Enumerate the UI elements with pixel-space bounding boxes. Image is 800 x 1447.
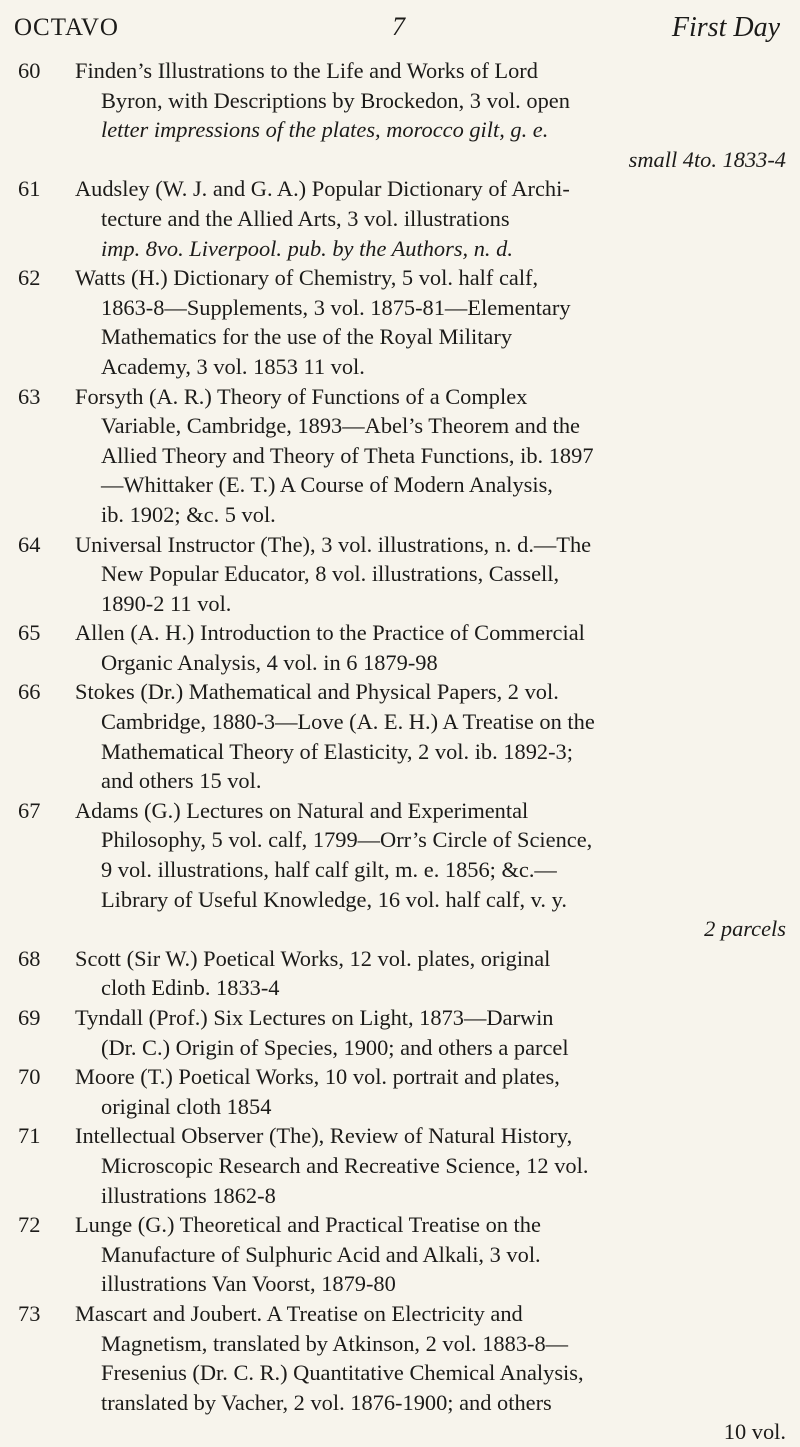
lot-line: illustrations Van Voorst, 1879-80 — [101, 1271, 396, 1297]
lot-line: 1863-8—Supplements, 3 vol. 1875-81—Elementary — [101, 294, 571, 320]
lot-line: Scott (Sir W.) Poetical Works, 12 vol. plates, original — [75, 945, 551, 971]
lot-line: Philosophy, 5 vol. calf, 1799—Orr’s Circle of Science, — [101, 827, 593, 853]
lot-number: 69 — [18, 1005, 41, 1030]
lot-line: Cambridge, 1880-3—Love (A. E. H.) A Treatise on the — [101, 709, 595, 735]
lot-line: Mathematical Theory of Elasticity, 2 vol. ib. 1892-3; — [101, 738, 573, 764]
lot-line: New Popular Educator, 8 vol. illustrations, Cassell, — [101, 561, 560, 587]
running-head — [0, 8, 800, 48]
lot-description — [75, 796, 786, 944]
lot-line: Academy, 3 vol. 1853 11 vol. — [101, 353, 365, 379]
lot-line: Magnetism, translated by Atkinson, 2 vol. 1883-8— — [101, 1330, 569, 1356]
lot-line: letter impressions of the plates, morocco gilt, g. e. — [101, 117, 549, 143]
lot-line: Mascart and Joubert. A Treatise on Electricity and — [75, 1300, 523, 1326]
lot-number: 60 — [18, 58, 41, 83]
lot-line: original cloth 1854 — [101, 1093, 272, 1119]
lot-number: 72 — [18, 1212, 41, 1238]
lot-number: 68 — [18, 945, 41, 971]
lot-number: 71 — [18, 1123, 41, 1149]
lot-entry — [0, 677, 800, 795]
lot-line: and others 15 vol. — [101, 768, 262, 794]
lot-line: Allied Theory and Theory of Theta Functions, ib. 1897 — [101, 442, 594, 468]
lot-line: Audsley (W. J. and G. A.) Popular Dictionary of Archi- — [75, 176, 570, 202]
lot-description — [75, 174, 786, 263]
lot-description — [75, 677, 786, 795]
lot-line: Forsyth (A. R.) Theory of Functions of a Complex — [75, 383, 528, 409]
lot-line: Stokes (Dr.) Mathematical and Physical Papers, 2 vol. — [75, 679, 559, 705]
lot-line: 10 vol. — [723, 1419, 786, 1445]
lot-description — [75, 56, 786, 174]
lot-entry — [0, 1299, 800, 1447]
lot-number: 70 — [18, 1064, 41, 1090]
lot-entry — [0, 618, 800, 677]
lot-line: Variable, Cambridge, 1893—Abel’s Theorem and the — [101, 413, 580, 439]
lot-description — [75, 1121, 786, 1210]
lot-number: 67 — [18, 797, 41, 823]
lot-description — [75, 263, 786, 381]
lot-line: 9 vol. illustrations, half calf gilt, m. e. 1856; &c.— — [101, 857, 557, 883]
lot-entry — [0, 944, 800, 1003]
lot-entry — [0, 382, 800, 530]
lot-line: —Whittaker (E. T.) A Course of Modern Analysis, — [101, 472, 553, 498]
lot-description — [75, 530, 786, 619]
lot-line: Microscopic Research and Recreative Science, 12 vol. — [101, 1152, 589, 1178]
lot-list — [0, 56, 800, 1447]
lot-number: 66 — [18, 679, 41, 705]
lot-line: Lunge (G.) Theoretical and Practical Treatise on the — [75, 1212, 541, 1238]
lot-description — [75, 1003, 786, 1062]
lot-number: 61 — [18, 176, 41, 202]
lot-entry — [0, 1003, 800, 1062]
lot-line: Intellectual Observer (The), Review of Natural History, — [75, 1123, 573, 1149]
lot-line: Mathematics for the use of the Royal Military — [101, 324, 513, 350]
lot-line: Allen (A. H.) Introduction to the Practice of Commercial — [75, 620, 585, 646]
lot-line: Byron, with Descriptions by Brockedon, 3 vol. open — [101, 87, 570, 113]
lot-entry — [0, 174, 800, 263]
lot-description — [75, 944, 786, 1003]
lot-description — [75, 1210, 786, 1299]
lot-entry — [0, 796, 800, 944]
lot-number: 64 — [18, 531, 41, 557]
sale-day-heading: First Day — [671, 12, 780, 43]
lot-line: 1890-2 11 vol. — [101, 590, 232, 616]
lot-line: translated by Vacher, 2 vol. 1876-1900; and others — [101, 1389, 552, 1415]
lot-line: small 4to. 1833-4 — [628, 146, 786, 172]
lot-description — [75, 1299, 786, 1447]
lot-line: illustrations 1862-8 — [101, 1182, 276, 1208]
lot-description — [75, 1062, 786, 1121]
lot-line: tecture and the Allied Arts, 3 vol. illustrations — [101, 205, 510, 231]
lot-line: Organic Analysis, 4 vol. in 6 1879-98 — [101, 649, 438, 675]
lot-line: cloth Edinb. 1833-4 — [101, 975, 280, 1001]
lot-number: 65 — [18, 620, 41, 646]
lot-line: (Dr. C.) Origin of Species, 1900; and others a parcel — [101, 1034, 569, 1060]
lot-entry — [0, 56, 800, 174]
lot-line: Fresenius (Dr. C. R.) Quantitative Chemical Analysis, — [101, 1360, 584, 1386]
lot-entry — [0, 1121, 800, 1210]
lot-line: Universal Instructor (The), 3 vol. illustrations, n. d.—The — [75, 531, 592, 557]
lot-line: Finden’s Illustrations to the Life and Works of Lord — [75, 58, 538, 83]
lot-line: 2 parcels — [704, 916, 786, 942]
lot-description — [75, 382, 786, 530]
lot-line: Moore (T.) Poetical Works, 10 vol. portrait and plates, — [75, 1064, 560, 1090]
lot-line: Library of Useful Knowledge, 16 vol. half calf, v. y. — [101, 886, 567, 912]
lot-entry — [0, 1210, 800, 1299]
lot-entry — [0, 530, 800, 619]
lot-line: Tyndall (Prof.) Six Lectures on Light, 1873—Darwin — [75, 1005, 554, 1030]
format-heading: OCTAVO — [14, 14, 119, 41]
lot-line: Manufacture of Sulphuric Acid and Alkali, 3 vol. — [101, 1241, 541, 1267]
lot-line: Adams (G.) Lectures on Natural and Experimental — [75, 797, 529, 823]
lot-entry — [0, 1062, 800, 1121]
lot-description — [75, 618, 786, 677]
lot-line: Watts (H.) Dictionary of Chemistry, 5 vol. half calf, — [75, 265, 539, 291]
lot-number: 63 — [18, 383, 41, 409]
lot-number: 62 — [18, 265, 41, 291]
lot-entry — [0, 263, 800, 381]
lot-line: ib. 1902; &c. 5 vol. — [101, 501, 276, 527]
page-number: 7 — [392, 12, 405, 41]
lot-line: imp. 8vo. Liverpool. pub. by the Authors, n. d. — [101, 235, 513, 261]
lot-number: 73 — [18, 1300, 41, 1326]
